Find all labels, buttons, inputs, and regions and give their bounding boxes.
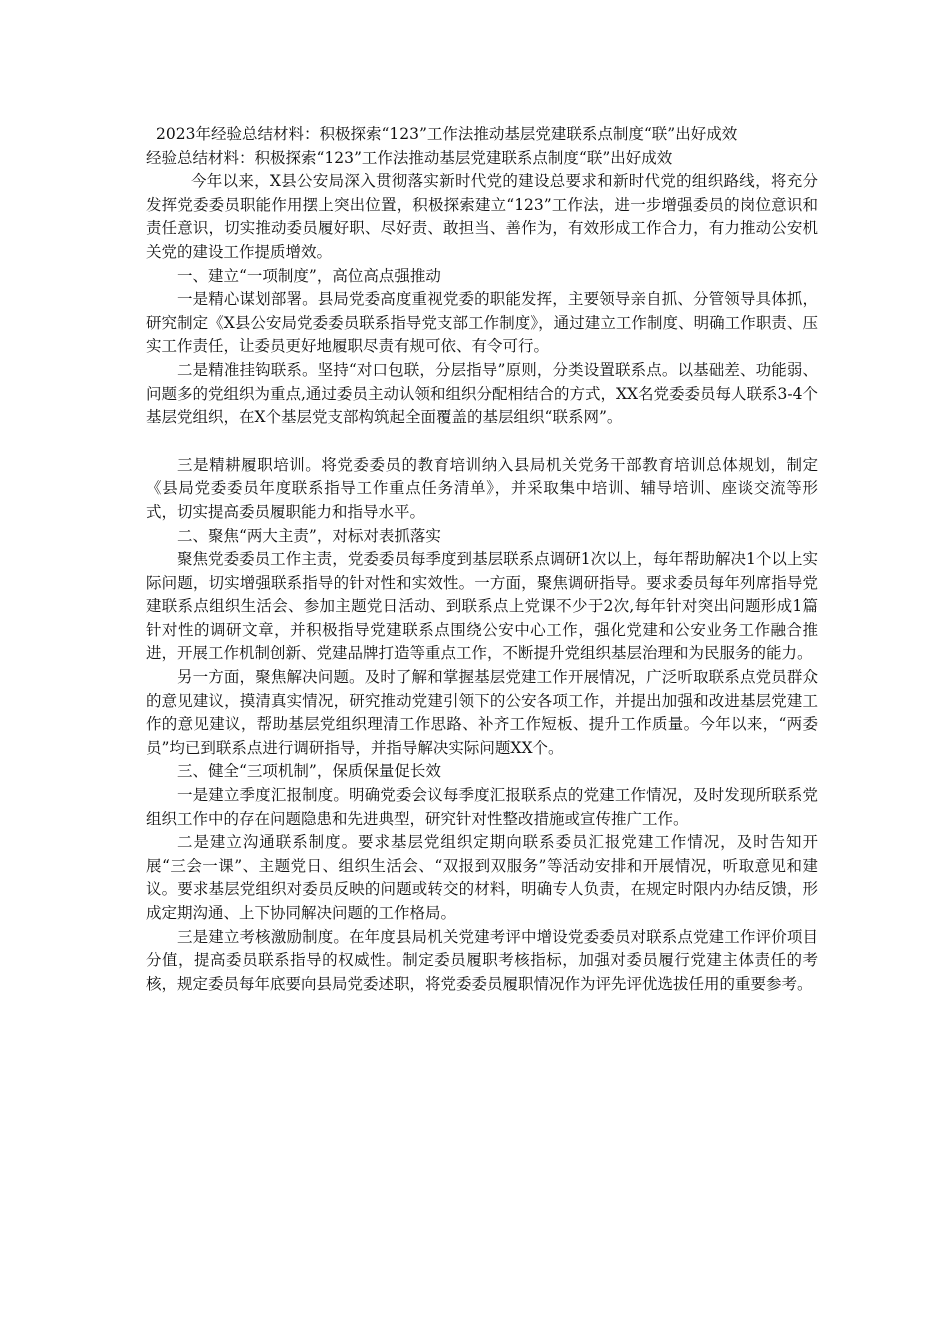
- paragraph-spacer: [146, 430, 818, 454]
- document-page: [146, 123, 818, 996]
- section-1-paragraph: 二是精准挂钩联系。坚持“对口包联，分层指导”原则，分类设置联系点。以基础差、功能弱、问题多的党组织为重点,通过委员主动认领和组织分配相结合的方式，XX名党委委员每人联系3-4个基层党组织，在X个基层党支部构筑起全面覆盖的基层组织“联系网”。: [146, 360, 818, 427]
- section-3-heading: 三、健全“三项机制”，保质保量促长效: [177, 762, 441, 781]
- section-2-paragraph: 另一方面，聚焦解决问题。及时了解和掌握基层党建工作开展情况，广泛听取联系点党员群众的意见建议，摸清真实情况，研究推动党建引领下的公安各项工作，并提出加强和改进基层党建工作的意见建议，帮助基层党组织理清工作思路、补齐工作短板、提升工作质量。今年以来，“两委员”均已到联系点进行调研指导，并指导解决实际问题XX个。: [146, 668, 818, 757]
- intro-paragraph: 今年以来，X县公安局深入贯彻落实新时代党的建设总要求和新时代党的组织路线，将充分发挥党委委员职能作用摆上突出位置，积极探索建立“123”工作法，进一步增强委员的岗位意识和责任意识，切实推动委员履好职、尽好责、敢担当、善作为，有效形成工作合力，有力推动公安机关党的建设工作提质增效。: [146, 172, 818, 261]
- section-2-heading: 二、聚焦“两大主责”，对标对表抓落实: [177, 526, 441, 545]
- section-2-paragraph: 聚焦党委委员工作主责，党委委员每季度到基层联系点调研1次以上，每年帮助解决1个以上实际问题，切实增强联系指导的针对性和实效性。一方面，聚焦调研指导。要求委员每年列席指导党建联系点组织生活会、参加主题党日活动、到联系点上党课不少于2次,每年针对突出问题形成1篇针对性的调研文章，并积极指导党建联系点围绕公安中心工作，强化党建和公安业务工作融合推进，开展工作机制创新、党建品牌打造等重点工作，不断提升党组织基层治理和为民服务的能力。: [146, 550, 818, 663]
- section-3-paragraph: 三是建立考核激励制度。在年度县局机关党建考评中增设党委委员对联系点党建工作评价项目分值，提高委员联系指导的权威性。制定委员履职考核指标，加强对委员履行党建主体责任的考核，规定委员每年底要向县局党委述职，将党委委员履职情况作为评先评优选拔任用的重要参考。: [146, 927, 818, 993]
- section-1-paragraph: 三是精耕履职培训。将党委委员的教育培训纳入县局机关党务干部教育培训总体规划，制定《县局党委委员年度联系指导工作重点任务清单》，并采取集中培训、辅导培训、座谈交流等形式，切实提高委员履职能力和指导水平。: [146, 455, 818, 521]
- document-subtitle: 经验总结材料：积极探索“123”工作法推动基层党建联系点制度“联”出好成效: [146, 148, 673, 167]
- section-1-heading: 一、建立“一项制度”，高位高点强推动: [177, 266, 441, 285]
- section-1-paragraph: 一是精心谋划部署。县局党委高度重视党委的职能发挥，主要领导亲自抓、分管领导具体抓，研究制定《X县公安局党委委员联系指导党支部工作制度》，通过建立工作制度、明确工作职责、压实工作责任，让委员更好地履职尽责有规可依、有令可行。: [146, 290, 818, 356]
- section-3-paragraph: 二是建立沟通联系制度。要求基层党组织定期向联系委员汇报党建工作情况，及时告知开展“三会一课”、主题党日、组织生活会、“双报到双服务”等活动安排和开展情况，听取意见和建议。要求基层党组织对委员反映的问题或转交的材料，明确专人负责，在规定时限内办结反馈，形成定期沟通、上下协同解决问题的工作格局。: [146, 833, 818, 922]
- document-title: 2023年经验总结材料：积极探索“123”工作法推动基层党建联系点制度“联”出好成效: [156, 125, 738, 143]
- section-3-paragraph: 一是建立季度汇报制度。明确党委会议每季度汇报联系点的党建工作情况，及时发现所联系党组织工作中的存在问题隐患和先进典型，研究针对性整改措施或宣传推广工作。: [146, 786, 818, 828]
